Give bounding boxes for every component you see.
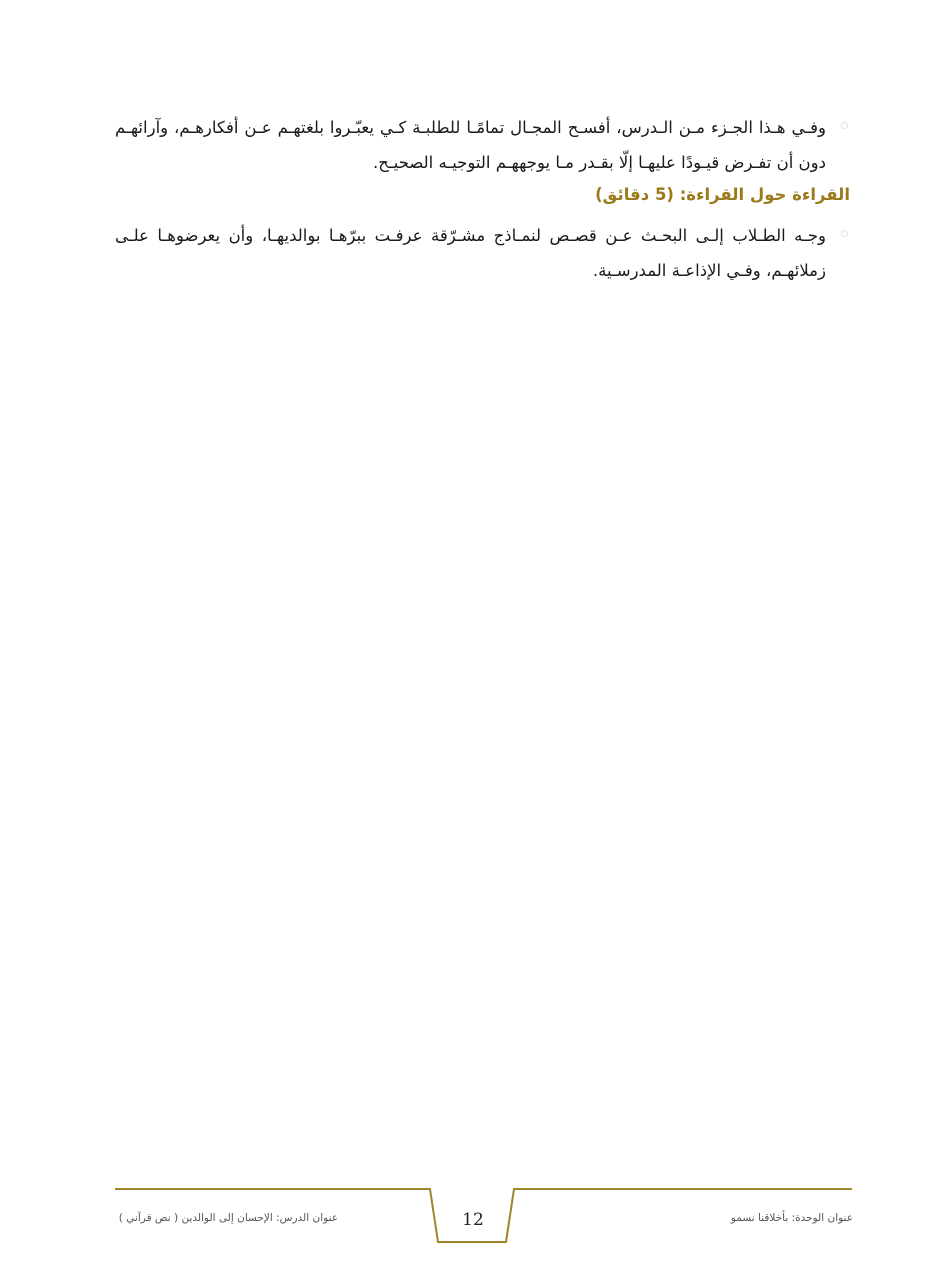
footer-unit-title: عنوان الوحدة: بأخلاقنا نسمو <box>730 1212 853 1224</box>
page-content <box>115 110 850 288</box>
section-heading-reading: القراءة حول القراءة: (5 دقائق) <box>595 185 850 204</box>
footer-lesson-title: عنوان الدرس: الإحسان إلى الوالدين ( نص قرآني ) <box>118 1212 338 1224</box>
bullet-paragraph-research <box>115 218 850 288</box>
bullet-paragraph-expression <box>115 110 850 180</box>
page-number: 12 <box>462 1210 484 1230</box>
paragraph-text: وفـي هـذا الجـزء مـن الـدرس، أفسـح المجـال تمامًـا للطلبـة كـي يعبّـروا بلغتهـم عـن أفكارهـم، وآرائهـم دون أن تفـرض قيـودًا عليهـا إلّا بقـدر مـا يوجههـم التوجيـه الصحيـح. <box>115 118 826 172</box>
page-footer <box>0 1180 945 1260</box>
bullet-icon <box>841 230 848 237</box>
bullet-icon <box>841 122 848 129</box>
paragraph-text: وجـه الطـلاب إلـى البحـث عـن قصـص لنمـاذج مشـرّقة عرفـت ببرّهـا بوالديهـا، وأن يعرضوهـا علـى زملائهـم، وفـي الإذاعـة المدرسـية. <box>115 226 826 280</box>
